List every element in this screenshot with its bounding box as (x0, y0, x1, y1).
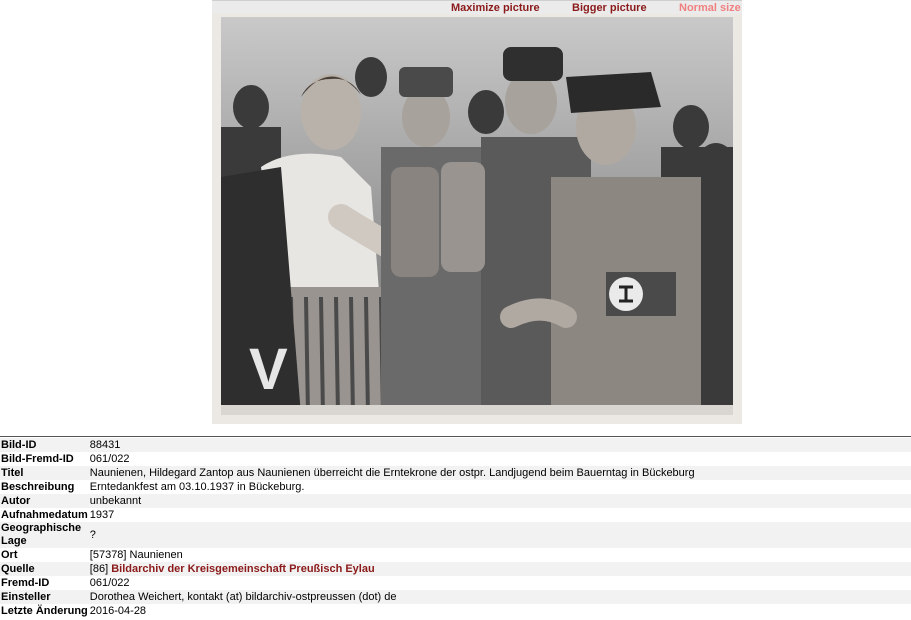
table-row (0, 494, 911, 508)
normal-size-link[interactable]: Normal size (679, 2, 741, 14)
field-value: 061/022 (89, 452, 130, 465)
table-row (0, 466, 911, 480)
picture-metadata-table (0, 438, 911, 618)
source-id: [86] (89, 562, 109, 575)
section-divider (0, 436, 911, 437)
field-value: Erntedankfest am 03.10.1937 in Bückeburg. (89, 480, 305, 493)
table-row (0, 508, 911, 522)
photo-frame (212, 14, 742, 424)
field-value: Naunienen, Hildegard Zantop aus Naunienen überreicht die Erntekrone der ostpr. Landjugend beim Bauerntag in Bückeburg (88, 466, 911, 480)
field-label: Einsteller (0, 590, 88, 604)
picture-size-toolbar (212, 0, 742, 15)
photo-illustration (221, 17, 733, 415)
table-row (0, 452, 911, 466)
table-row (0, 590, 911, 604)
field-label: Bild-Fremd-ID (1, 452, 74, 465)
field-label: Bild-ID (0, 438, 88, 452)
field-label: Beschreibung (1, 480, 75, 493)
field-label: Aufnahmedatum (1, 508, 88, 521)
field-value: 061/022 (89, 576, 130, 589)
field-label: Quelle (0, 562, 88, 576)
field-label: Titel (0, 466, 88, 480)
archive-photo[interactable] (221, 17, 733, 415)
field-label: Fremd-ID (1, 576, 50, 589)
table-row (0, 480, 911, 494)
maximize-picture-link[interactable]: Maximize picture (451, 2, 540, 14)
field-value: ? (88, 522, 911, 548)
table-row (0, 438, 911, 452)
table-row (0, 522, 911, 548)
bigger-picture-link[interactable]: Bigger picture (572, 2, 647, 14)
banner-letter: V (249, 337, 288, 402)
source-link[interactable]: Bildarchiv der Kreisgemeinschaft Preußisch Eylau (111, 562, 375, 575)
field-value: Dorothea Weichert, kontakt (at) bildarchiv-ostpreussen (dot) de (88, 590, 911, 604)
table-row (0, 604, 911, 618)
field-value: 1937 (89, 508, 115, 521)
field-value (88, 562, 911, 576)
field-label: Ort (1, 548, 18, 561)
field-value: 2016-04-28 (89, 604, 147, 617)
table-row (0, 562, 911, 576)
field-label: Letzte Änderung (1, 604, 88, 617)
field-value: unbekannt (88, 494, 911, 508)
field-label: Geographische Lage (0, 522, 88, 548)
field-value: 88431 (88, 438, 911, 452)
table-row (0, 548, 911, 562)
table-row (0, 576, 911, 590)
field-label: Autor (0, 494, 88, 508)
field-value: [57378] Naunienen (89, 548, 183, 561)
